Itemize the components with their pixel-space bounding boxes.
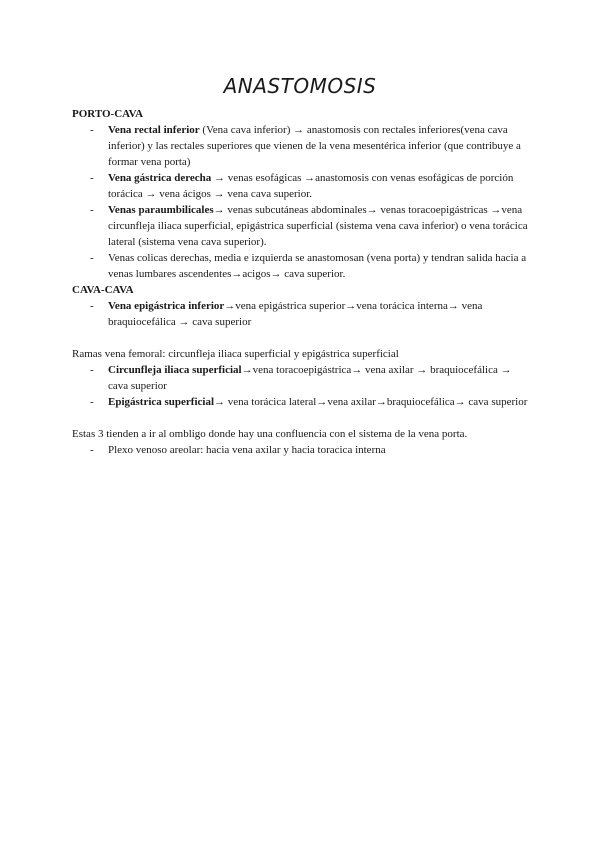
spacer [72, 330, 534, 346]
list-item [108, 298, 534, 330]
list-item [108, 394, 534, 410]
list-item [108, 202, 534, 250]
list-item-term: Vena epigástrica inferior [108, 300, 225, 312]
femoral-intro: Ramas vena femoral: circunfleja iliaca superficial y epigástrica superficial [72, 348, 399, 360]
cava-cava-list [72, 298, 534, 330]
list-item [108, 250, 534, 282]
document-body [72, 106, 534, 458]
porto-cava-list [72, 122, 534, 282]
list-item-text: (Vena cava inferior) → anastomosis con rectales inferiores(vena cava inferior) y las rectales superiores que vienen de la vena mesentérica inferior (que contribuye a formar vena porta) [108, 124, 521, 168]
list-item-term: Vena rectal inferior [108, 124, 200, 136]
section-heading-porto-cava: PORTO-CAVA [72, 108, 144, 120]
spacer [72, 410, 534, 426]
list-item [108, 122, 534, 170]
section-heading-cava-cava: CAVA-CAVA [72, 284, 134, 296]
femoral-list [72, 362, 534, 410]
list-item-text: Venas colicas derechas, media e izquierda se anastomosan (vena porta) y tendran salida hacia a venas lumbares ascendentes→acigos→ cava superior. [108, 252, 527, 280]
list-item-term: Venas paraumbilicales [108, 204, 214, 216]
ombligo-list [72, 442, 534, 458]
list-item-term: Epigástrica superficial [108, 396, 215, 408]
list-item-text: → vena torácica lateral→vena axilar→braquiocefálica→ cava superior [214, 396, 528, 408]
list-item-text: →vena toracoepigástrica→ vena axilar → braquiocefálica → cava superior [108, 364, 512, 392]
list-item [108, 362, 534, 394]
ombligo-intro: Estas 3 tienden a ir al ombligo donde hay una confluencia con el sistema de la vena porta. [72, 428, 468, 440]
page-title: ANASTOMOSIS [223, 74, 377, 98]
list-item-text: →vena epigástrica superior→vena torácica interna→ vena braquiocefálica → cava superior [108, 300, 483, 328]
list-item [108, 170, 534, 202]
list-item-text: Plexo venoso areolar: hacia vena axilar y hacia toracica interna [108, 444, 386, 456]
list-item-text: → venas subcutáneas abdominales→ venas toracoepigástricas →vena circunfleja iliaca superficial, epigástrica superficial (sistema vena cava inferior) o vena torácica lateral (sistema vena cava superior). [108, 204, 528, 248]
list-item-term: Circunfleja iliaca superficial [108, 364, 242, 376]
list-item-text: → venas esofágicas →anastomosis con venas esofágicas de porción torácica → vena ácigos → vena cava superior. [108, 172, 514, 200]
list-item [108, 442, 534, 458]
list-item-term: Vena gástrica derecha [108, 172, 212, 184]
